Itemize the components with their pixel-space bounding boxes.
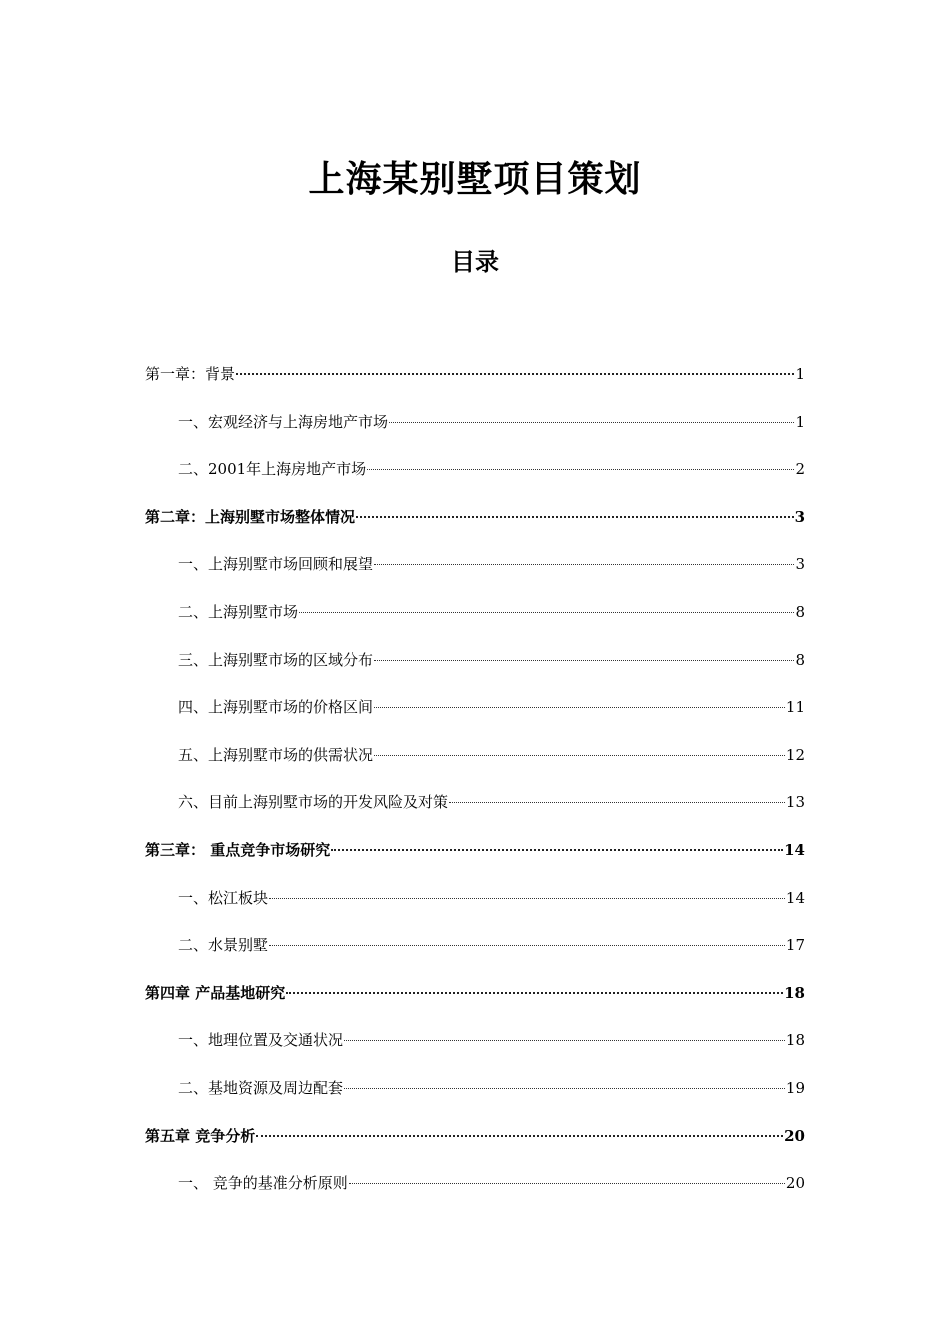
toc-entry-title: 四、上海别墅市场的价格区间 bbox=[178, 698, 374, 716]
toc-page-number: 2 bbox=[795, 460, 805, 478]
toc-entry-title: 第一章：背景 bbox=[145, 365, 236, 383]
toc-dot-leader bbox=[374, 660, 794, 661]
toc-section-entry[interactable] bbox=[178, 791, 805, 813]
toc-page-number: 12 bbox=[785, 746, 805, 764]
toc-page-number: 20 bbox=[785, 1174, 805, 1192]
toc-entry-title: 一、松江板块 bbox=[178, 889, 269, 907]
toc-section-entry[interactable] bbox=[178, 649, 805, 671]
toc-dot-leader bbox=[269, 898, 785, 899]
toc-page-number: 18 bbox=[784, 984, 805, 1002]
toc-section-entry[interactable] bbox=[178, 553, 805, 575]
toc-entry-title: 第三章： 重点竞争市场研究 bbox=[145, 841, 331, 859]
toc-entry-title: 一、宏观经济与上海房地产市场 bbox=[178, 413, 389, 431]
toc-page-number: 8 bbox=[795, 651, 805, 669]
toc-entry-title: 一、地理位置及交通状况 bbox=[178, 1031, 344, 1049]
toc-page-number: 14 bbox=[784, 841, 805, 859]
toc-section-entry[interactable] bbox=[178, 458, 805, 480]
toc-section-entry[interactable] bbox=[178, 744, 805, 766]
toc-dot-leader bbox=[256, 1135, 783, 1137]
toc-section-entry[interactable] bbox=[178, 601, 805, 623]
toc-dot-leader bbox=[374, 755, 785, 756]
toc-chapter-entry[interactable] bbox=[145, 506, 805, 528]
toc-entry-title: 二、2001年上海房地产市场 bbox=[178, 460, 367, 478]
toc-chapter-entry[interactable] bbox=[145, 363, 805, 385]
toc-chapter-entry[interactable] bbox=[145, 1125, 805, 1147]
toc-page-number: 18 bbox=[785, 1031, 805, 1049]
toc-page-number: 1 bbox=[795, 413, 805, 431]
toc-dot-leader bbox=[236, 373, 794, 375]
toc-chapter-entry[interactable] bbox=[145, 982, 805, 1004]
toc-chapter-entry[interactable] bbox=[145, 839, 805, 861]
toc-page-number: 14 bbox=[785, 889, 805, 907]
toc-section-entry[interactable] bbox=[178, 887, 805, 909]
toc-section-entry[interactable] bbox=[178, 934, 805, 956]
toc-dot-leader bbox=[331, 849, 783, 851]
toc-dot-leader bbox=[344, 1088, 785, 1089]
toc-page-number: 1 bbox=[795, 365, 805, 383]
toc-section-entry[interactable] bbox=[178, 696, 805, 718]
toc-dot-leader bbox=[389, 422, 794, 423]
toc-section-entry[interactable] bbox=[178, 411, 805, 433]
toc-dot-leader bbox=[356, 516, 794, 518]
toc-entry-title: 第二章：上海别墅市场整体情况 bbox=[145, 508, 356, 526]
toc-entry-title: 二、基地资源及周边配套 bbox=[178, 1079, 344, 1097]
toc-dot-leader bbox=[299, 612, 794, 613]
toc-section-entry[interactable] bbox=[178, 1172, 805, 1194]
toc-heading: 目录 bbox=[451, 248, 499, 276]
toc-page-number: 17 bbox=[785, 936, 805, 954]
toc-entry-title: 二、上海别墅市场 bbox=[178, 603, 299, 621]
toc-entry-title: 二、水景别墅 bbox=[178, 936, 269, 954]
toc-section-entry[interactable] bbox=[178, 1029, 805, 1051]
toc-dot-leader bbox=[344, 1040, 785, 1041]
toc-page-number: 11 bbox=[785, 698, 805, 716]
toc-page-number: 3 bbox=[795, 555, 805, 573]
toc-entry-title: 三、上海别墅市场的区域分布 bbox=[178, 651, 374, 669]
toc-page-number: 13 bbox=[785, 793, 805, 811]
toc-page-number: 8 bbox=[795, 603, 805, 621]
toc-dot-leader bbox=[349, 1183, 785, 1184]
toc-entry-title: 六、目前上海别墅市场的开发风险及对策 bbox=[178, 793, 449, 811]
toc-section-entry[interactable] bbox=[178, 1077, 805, 1099]
toc-dot-leader bbox=[367, 469, 794, 470]
toc-dot-leader bbox=[286, 992, 783, 994]
toc-entry-title: 一、 竞争的基准分析原则 bbox=[178, 1174, 348, 1192]
document-title: 上海某别墅项目策划 bbox=[308, 159, 642, 200]
toc-dot-leader bbox=[449, 802, 785, 803]
toc-dot-leader bbox=[269, 945, 785, 946]
toc-entry-title: 一、上海别墅市场回顾和展望 bbox=[178, 555, 374, 573]
toc-page-number: 20 bbox=[784, 1127, 805, 1145]
toc-dot-leader bbox=[374, 564, 794, 565]
toc-dot-leader bbox=[374, 707, 785, 708]
toc-entry-title: 第五章 竞争分析 bbox=[145, 1127, 256, 1145]
toc-entry-title: 五、上海别墅市场的供需状况 bbox=[178, 746, 374, 764]
toc-page-number: 3 bbox=[794, 508, 805, 526]
toc-page-number: 19 bbox=[785, 1079, 805, 1097]
toc-entry-title: 第四章 产品基地研究 bbox=[145, 984, 286, 1002]
